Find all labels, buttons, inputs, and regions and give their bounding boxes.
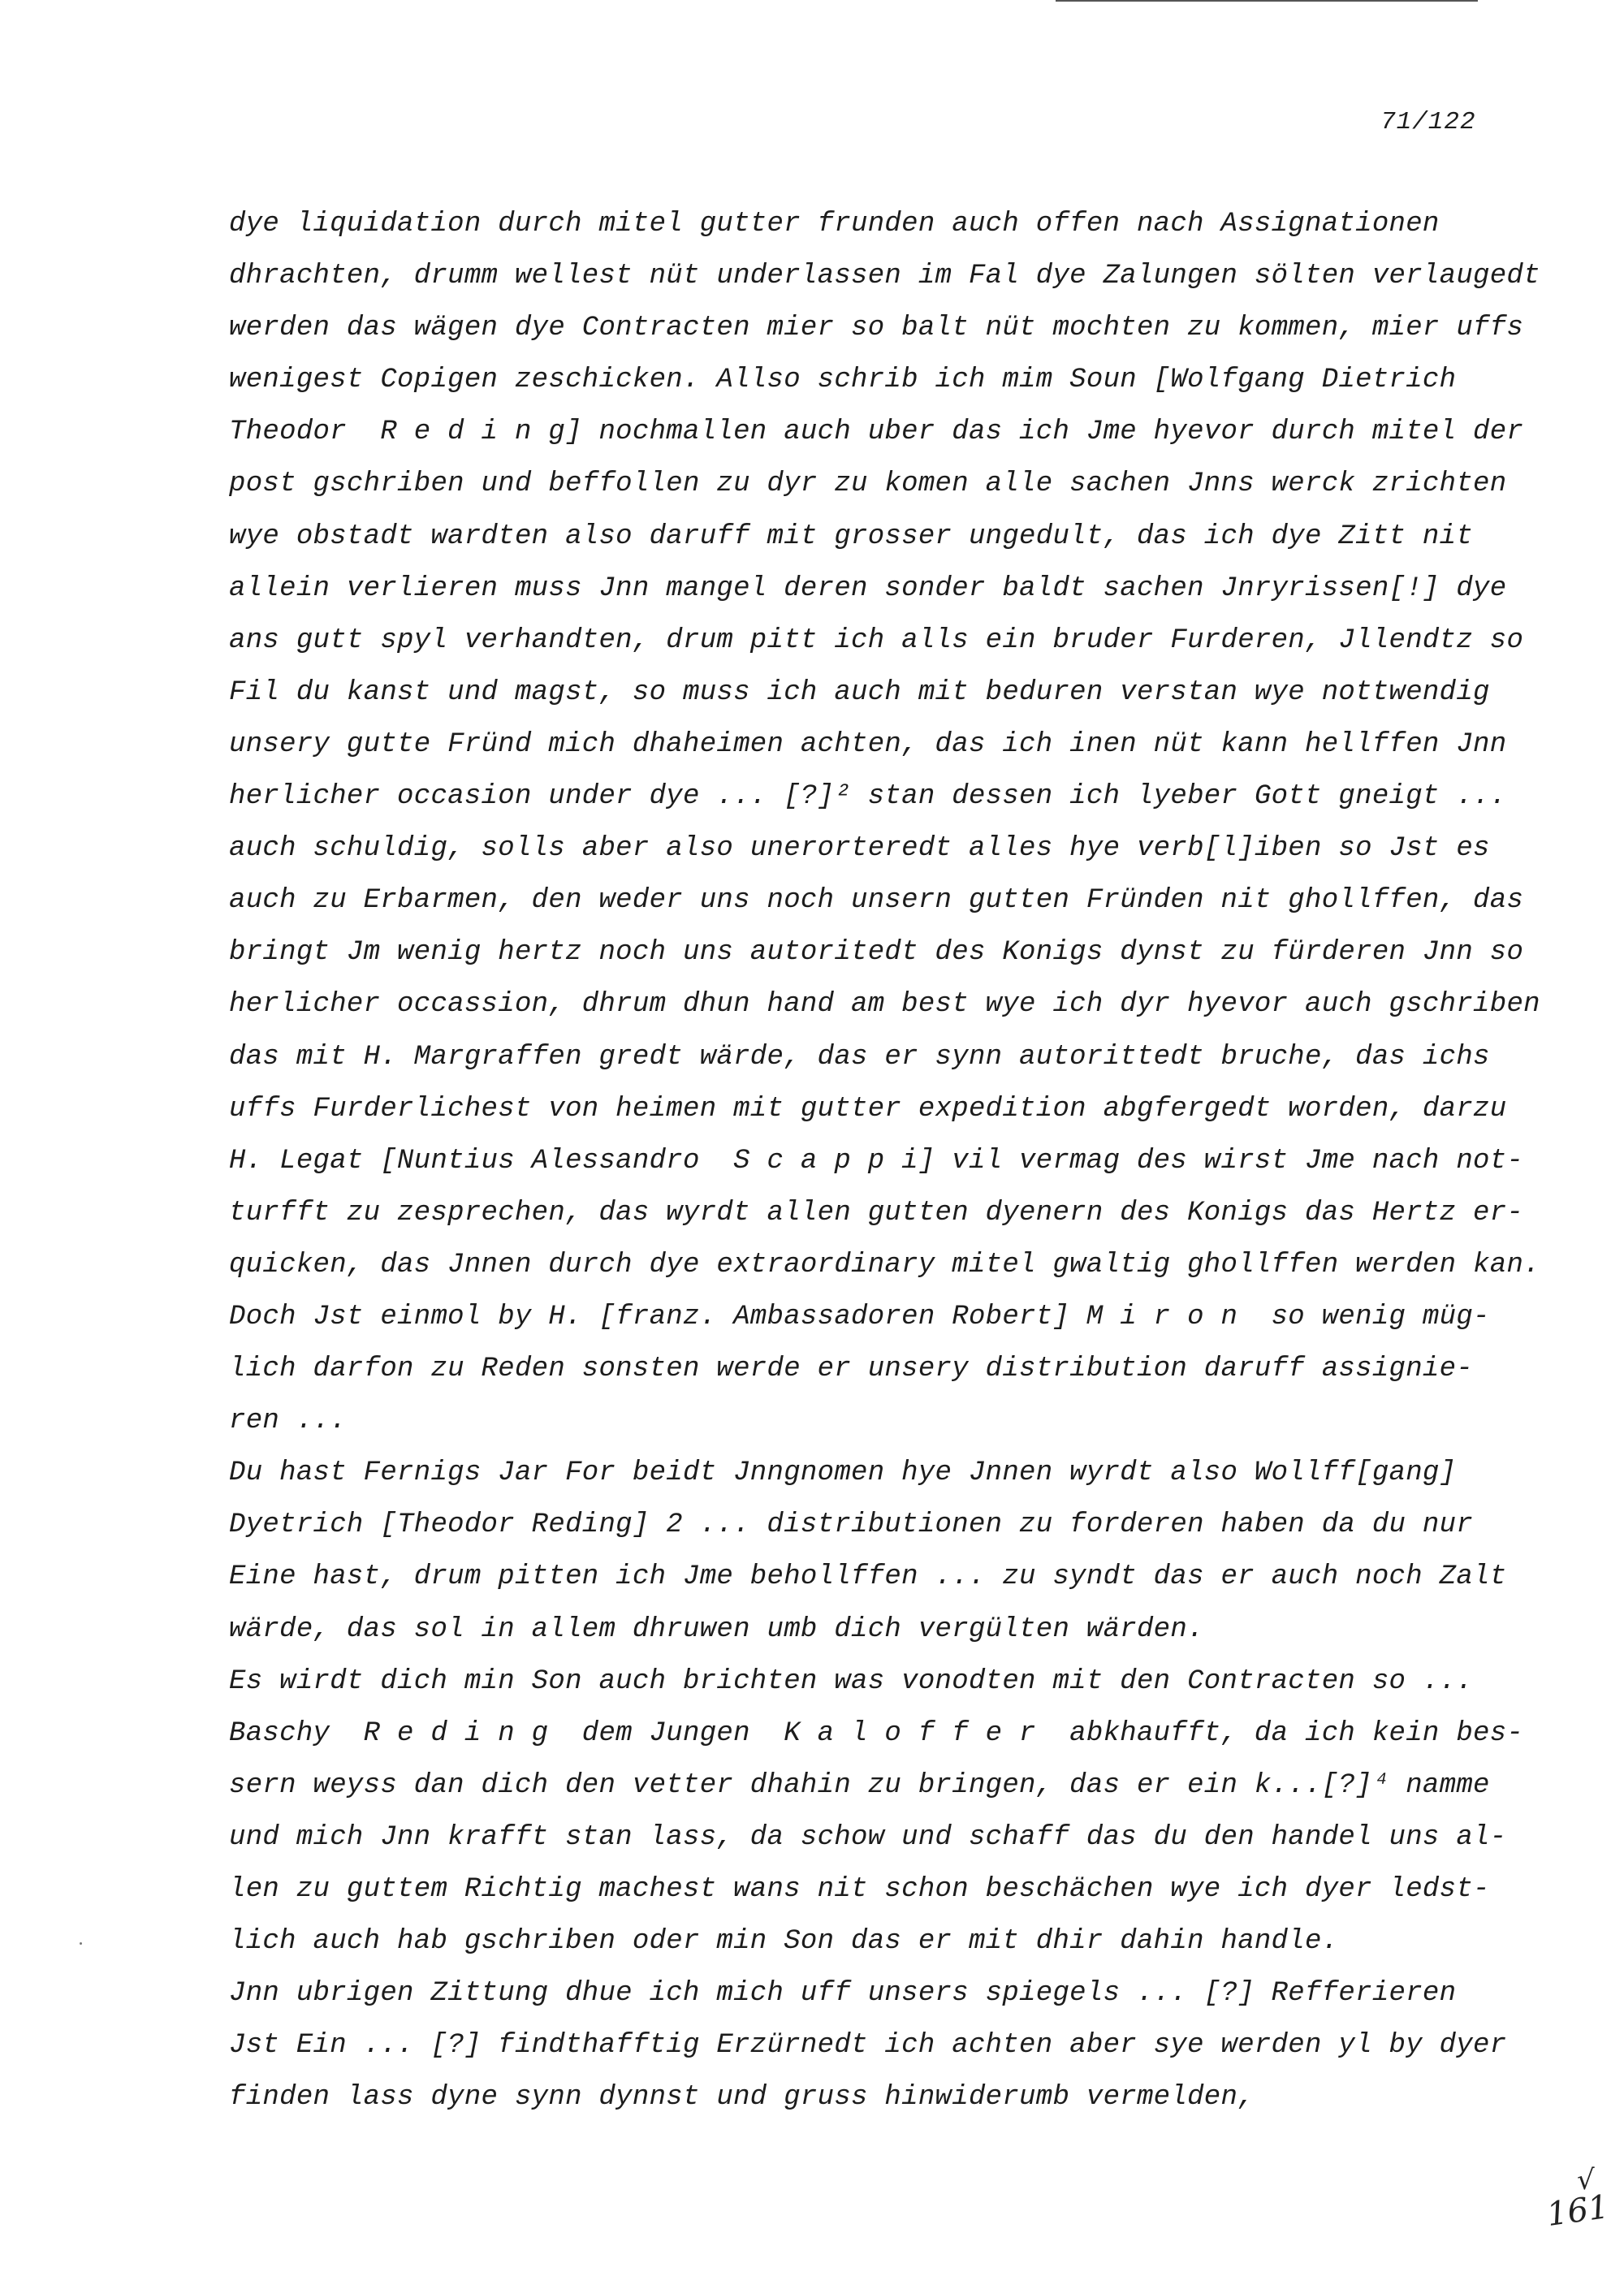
text-line: Doch Jst einmol by H. [franz. Ambassadoren Robert] M i r o n so wenig müg- [229, 1301, 1490, 1332]
text-line: dhrachten, drumm wellest nüt underlassen im Fal dye Zalungen sölten verlaugedt [229, 261, 1540, 292]
text-line: allein verlieren muss Jnn mangel deren sonder baldt sachen Jnryrissen[!] dye [229, 572, 1507, 604]
top-edge-rule [1056, 0, 1478, 2]
text-line: herlicher occassion, dhrum dhun hand am best wye ich dyr hyevor auch gschriben [229, 989, 1540, 1021]
text-line: und mich Jnn krafft stan lass, da schow und schaff das du den handel uns al- [229, 1821, 1507, 1853]
scan-speck [80, 1942, 82, 1945]
text-line: Jnn ubrigen Zittung dhue ich mich uff unsers spiegels ... [?] Refferieren [229, 1978, 1457, 2010]
text-line: Fil du kanst und magst, so muss ich auch mit beduren verstan wye nottwendig [229, 676, 1490, 708]
text-line: bringt Jm wenig hertz noch uns autoritedt des Konigs dynst zu fürderen Jnn so [229, 937, 1524, 969]
text-line: ans gutt spyl verhandten, drum pitt ich alls ein bruder Furderen, Jllendtz so [229, 624, 1524, 656]
text-line: dye liquidation durch mitel gutter frunden auch offen nach Assignationen [229, 209, 1440, 240]
text-line: turfft zu zesprechen, das wyrdt allen gutten dyenern des Konigs das Hertz er- [229, 1197, 1524, 1229]
text-line: Eine hast, drum pitten ich Jme behollffen ... zu syndt das er auch noch Zalt [229, 1561, 1507, 1593]
text-line: quicken, das Jnnen durch dye extraordinary mitel gwaltig ghollffen werden kan. [229, 1249, 1540, 1281]
text-line: Dyetrich [Theodor Reding] 2 ... distributionen zu forderen haben da du nur [229, 1509, 1474, 1541]
text-line: auch zu Erbarmen, den weder uns noch unsern gutten Fründen nit ghollffen, das [229, 885, 1524, 917]
text-line: unsery gutte Fründ mich dhaheimen achten, das ich inen nüt kann hellffen Jnn [229, 728, 1507, 760]
text-line: das mit H. Margraffen gredt wärde, das er synn autorittedt bruche, das ichs [229, 1041, 1490, 1073]
text-line: sern weyss dan dich den vetter dhahin zu bringen, das er ein k...[?]⁴ namme [229, 1769, 1490, 1801]
letter-transcription [229, 198, 1540, 2123]
text-line: uffs Furderlichest von heimen mit gutter expedition abgfergedt worden, darzu [229, 1093, 1507, 1125]
text-line: wenigest Copigen zeschicken. Allso schrib ich mim Soun [Wolfgang Dietrich [229, 365, 1457, 396]
text-line: len zu guttem Richtig machest wans nit schon beschächen wye ich dyer ledst- [229, 1874, 1490, 1905]
text-line: H. Legat [Nuntius Alessandro S c a p p i] vil vermag des wirst Jme nach not- [229, 1145, 1524, 1177]
page-number: 71/122 [1380, 108, 1476, 136]
text-line: lich darfon zu Reden sonsten werde er unsery distribution daruff assignie- [229, 1354, 1474, 1385]
text-line: wärde, das sol in allem dhruwen umb dich vergülten wärden. [229, 1613, 1204, 1645]
folio-number: 161 [1544, 2187, 1612, 2235]
text-line: Du hast Fernigs Jar For beidt Jnngnomen hye Jnnen wyrdt also Wollff[gang] [229, 1458, 1457, 1489]
text-line: herlicher occasion under dye ... [?]² stan dessen ich lyeber Gott gneigt ... [229, 781, 1507, 813]
text-line: auch schuldig, solls aber also unerorteredt alles hye verb[l]iben so Jst es [229, 833, 1490, 865]
text-line: Jst Ein ... [?] findthafftig Erzürnedt ich achten aber sye werden yl by dyer [229, 2030, 1507, 2062]
text-line: finden lass dyne synn dynnst und gruss hinwiderumb vermelden, [229, 2082, 1255, 2114]
text-line: Baschy R e d i n g dem Jungen K a l o f f e r abkhaufft, da ich kein bes- [229, 1717, 1524, 1749]
folio-check-mark: √ [1577, 2164, 1595, 2196]
text-line: lich auch hab gschriben oder min Son das er mit dhir dahin handle. [229, 1926, 1339, 1958]
text-line: werden das wägen dye Contracten mier so balt nüt mochten zu kommen, mier uffs [229, 313, 1524, 344]
text-line: Theodor R e d i n g] nochmallen auch uber das ich Jme hyevor durch mitel der [229, 417, 1524, 448]
text-line: post gschriben und beffollen zu dyr zu komen alle sachen Jnns werck zrichten [229, 469, 1507, 500]
text-line: wye obstadt wardten also daruff mit grosser ungedult, das ich dye Zitt nit [229, 520, 1474, 552]
text-line: ren ... [229, 1406, 347, 1437]
text-line: Es wirdt dich min Son auch brichten was vonodten mit den Contracten so ... [229, 1665, 1474, 1697]
